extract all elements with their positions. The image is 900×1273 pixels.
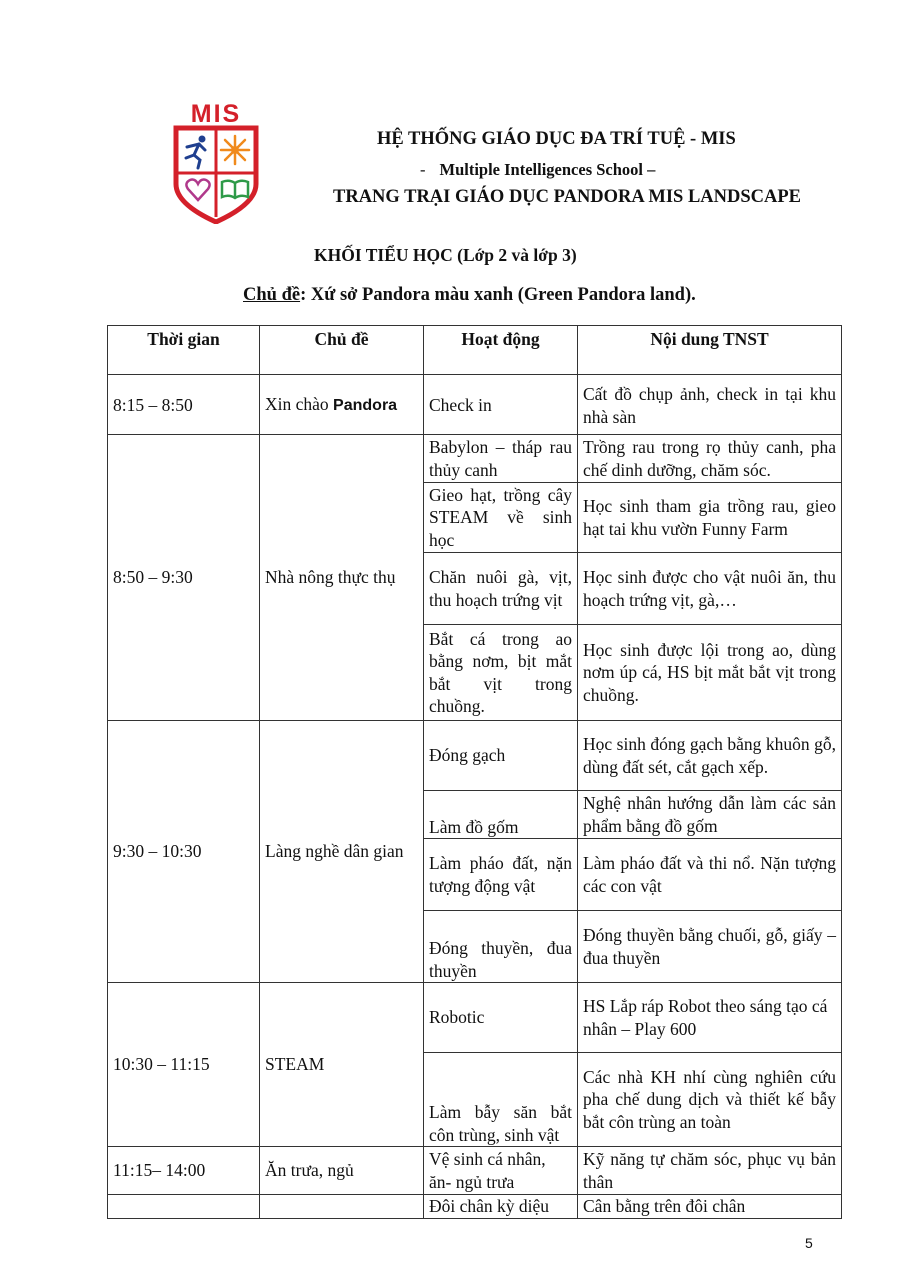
activity-cell: Gieo hạt, trồng cây STEAM về sinh học — [424, 483, 578, 553]
activity-cell: Bắt cá trong ao bằng nơm, bịt mắt bắt vịt trong chuồng. — [424, 625, 578, 721]
theme-bold: Pandora — [333, 397, 398, 415]
page-number: 5 — [805, 1235, 813, 1251]
time-cell — [108, 1195, 260, 1219]
theme-cell — [260, 375, 424, 435]
schedule-table — [107, 325, 842, 1219]
activity-cell: Đôi chân kỳ diệu — [424, 1195, 578, 1219]
header-time: Thời gian — [108, 326, 260, 375]
table-row — [108, 721, 842, 791]
activity-cell: Làm pháo đất, nặn tượng động vật — [424, 839, 578, 911]
activity-cell: Làm đồ gốm — [424, 791, 578, 839]
activity-cell: Babylon – tháp rau thủy canh — [424, 435, 578, 483]
header-line-2 — [420, 160, 655, 180]
header-dash: - — [420, 160, 426, 179]
header-line-3: TRANG TRẠI GIÁO DỤC PANDORA MIS LANDSCAPE — [333, 187, 802, 207]
theme-cell: Nhà nông thực thụ — [260, 435, 424, 721]
table-row — [108, 375, 842, 435]
time-cell: 10:30 – 11:15 — [108, 983, 260, 1147]
activity-cell: Check in — [424, 375, 578, 435]
topic-heading — [243, 285, 696, 306]
activity-cell: Robotic — [424, 983, 578, 1053]
theme-cell — [260, 1195, 424, 1219]
activity-cell: Đóng gạch — [424, 721, 578, 791]
activity-cell: Chăn nuôi gà, vịt, thu hoạch trứng vịt — [424, 553, 578, 625]
content-cell: Trồng rau trong rọ thủy canh, pha chế dinh dưỡng, chăm sóc. — [578, 435, 842, 483]
theme-prefix: Xin chào — [265, 394, 334, 415]
content-cell: Học sinh tham gia trồng rau, gieo hạt tai khu vườn Funny Farm — [578, 483, 842, 553]
header-line-2-text: Multiple Intelligences School – — [439, 160, 656, 179]
theme-cell: Làng nghề dân gian — [260, 721, 424, 983]
table-row — [108, 983, 842, 1053]
content-cell: Cất đồ chụp ảnh, check in tại khu nhà sàn — [578, 375, 842, 435]
theme-cell: STEAM — [260, 983, 424, 1147]
activity-cell: Vệ sinh cá nhân, ăn- ngủ trưa — [424, 1147, 578, 1195]
time-cell: 8:50 – 9:30 — [108, 435, 260, 721]
header-content: Nội dung TNST — [578, 326, 842, 375]
time-cell: 8:15 – 8:50 — [108, 375, 260, 435]
content-cell: Cân bằng trên đôi chân — [578, 1195, 842, 1219]
content-cell: Nghệ nhân hướng dẫn làm các sản phẩm bằng đồ gốm — [578, 791, 842, 839]
activity-cell: Đóng thuyền, đua thuyền — [424, 911, 578, 983]
sun-icon — [221, 136, 249, 164]
header-line-1: HỆ THỐNG GIÁO DỤC ĐA TRÍ TUỆ - MIS — [377, 129, 736, 149]
table-row — [108, 435, 842, 483]
activity-cell: Làm bẫy săn bắt côn trùng, sinh vật — [424, 1053, 578, 1147]
topic-text: : Xứ sở Pandora màu xanh (Green Pandora land). — [300, 285, 696, 305]
topic-label: Chủ đề — [243, 285, 301, 305]
table-row — [108, 1195, 842, 1219]
block-title: KHỐI TIỂU HỌC (Lớp 2 và lớp 3) — [314, 245, 577, 265]
table-row — [108, 1147, 842, 1195]
content-cell: Các nhà KH nhí cùng nghiên cứu pha chế dung dịch và thiết kế bẫy bắt côn trùng an toàn — [578, 1053, 842, 1147]
logo-text: MIS — [190, 100, 242, 128]
time-cell: 9:30 – 10:30 — [108, 721, 260, 983]
content-cell: Kỹ năng tự chăm sóc, phục vụ bản thân — [578, 1147, 842, 1195]
content-cell: Học sinh đóng gạch bằng khuôn gỗ, dùng đất sét, cắt gạch xếp. — [578, 721, 842, 791]
theme-cell: Ăn trưa, ngủ — [260, 1147, 424, 1195]
school-logo — [172, 100, 260, 224]
header-theme: Chủ đề — [260, 326, 424, 375]
content-cell: Làm pháo đất và thi nổ. Nặn tượng các con vật — [578, 839, 842, 911]
header-activity: Hoạt động — [424, 326, 578, 375]
time-cell: 11:15– 14:00 — [108, 1147, 260, 1195]
content-cell: HS Lắp ráp Robot theo sáng tạo cá nhân – Play 600 — [578, 983, 842, 1053]
content-cell: Đóng thuyền bằng chuối, gỗ, giấy – đua thuyền — [578, 911, 842, 983]
content-cell: Học sinh được lội trong ao, dùng nơm úp cá, HS bịt mắt bắt vịt trong chuồng. — [578, 625, 842, 721]
content-cell: Học sinh được cho vật nuôi ăn, thu hoạch trứng vịt, gà,… — [578, 553, 842, 625]
table-header-row — [108, 326, 842, 375]
